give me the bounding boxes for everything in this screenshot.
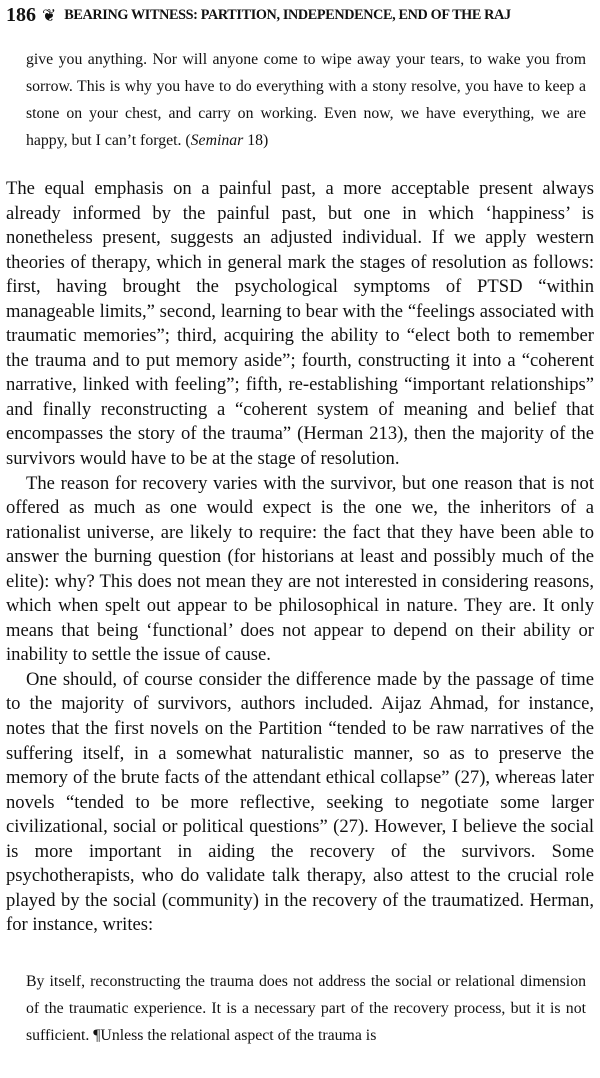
block-quote-bottom bbox=[26, 968, 586, 1049]
body-text bbox=[6, 177, 594, 938]
quote-citation-page: 18) bbox=[243, 132, 269, 149]
paragraph: The equal emphasis on a painful past, a more acceptable present always already informed by the painful past, but one in which ‘happiness’ is nonetheless present, suggests an adjusted individual. If we apply western theories of therapy, which in general mark the stages of resolution as follows: first, having brought the psychological symptoms of PTSD “within manageable limits,” second, learning to bear with the “feelings associated with traumatic memories”; third, acquiring the ability to “elect both to remember the trauma and to put memory aside”; fourth, constructing it into a “coherent narrative, linked with feeling”; fifth, re-establishing “important relationships” and finally reconstructing a “coherent system of meaning and belief that encompasses the story of the trauma” (Herman 213), then the majority of the survivors would have to be at the stage of resolution. bbox=[6, 178, 594, 470]
paragraph: One should, of course consider the difference made by the passage of time to the majority of survivors, authors included. Aijaz Ahmad, for instance, notes that the first novels on the Partition “tended to be raw narratives of the suffering itself, in a somewhat naturalistic manner, so as to preserve the memory of the brute facts of the attendant ethical collapse” (27), whereas later novels “tended to be more reflective, seeking to negotiate some larger civilizational, social or political questions” (27). However, I believe the social is more important in aiding the recovery of the survivors. Some psychotherapists, who do validate talk therapy, also attest to the crucial role played by the social (community) in the recovery of the traumatized. Herman, for instance, writes: bbox=[6, 668, 594, 936]
fleuron-ornament-icon: ❦ bbox=[42, 5, 57, 25]
page-number: 186 bbox=[6, 3, 36, 26]
quote-citation-source: Seminar bbox=[190, 132, 244, 149]
block-quote-top bbox=[26, 46, 586, 154]
block-quote-top-text bbox=[26, 46, 586, 154]
page-header bbox=[6, 3, 596, 27]
quote-text: give you anything. Nor will anyone come to wipe away your tears, to wake you from sorrow. This is why you have to do everything with a stony resolve, you have to keep a stone on your chest, and carry on working. Even now, we have everything, we are happy, but I can’t forget. ( bbox=[26, 51, 586, 149]
block-quote-bottom-text: By itself, reconstructing the trauma does not address the social or relational dimension of the traumatic experience. It is a necessary part of the recovery process, but it is not sufficient. ¶Unless the relational aspect of the trauma is bbox=[26, 973, 586, 1044]
paragraph: The reason for recovery varies with the survivor, but one reason that is not offered as much as one would expect is the one we, the inheritors of a rationalist universe, are likely to require: the fact that they have been able to answer the burning question (for historians at least and possibly much of the elite): why? This does not mean they are not interested in considering reasons, which when spelt out appear to be philosophical in nature. They are. It only means that being ‘functional’ does not appear to depend on their ability or inability to settle the issue of cause. bbox=[6, 472, 594, 666]
running-head: BEARING WITNESS: PARTITION, INDEPENDENCE, END OF THE RAJ bbox=[64, 6, 511, 23]
